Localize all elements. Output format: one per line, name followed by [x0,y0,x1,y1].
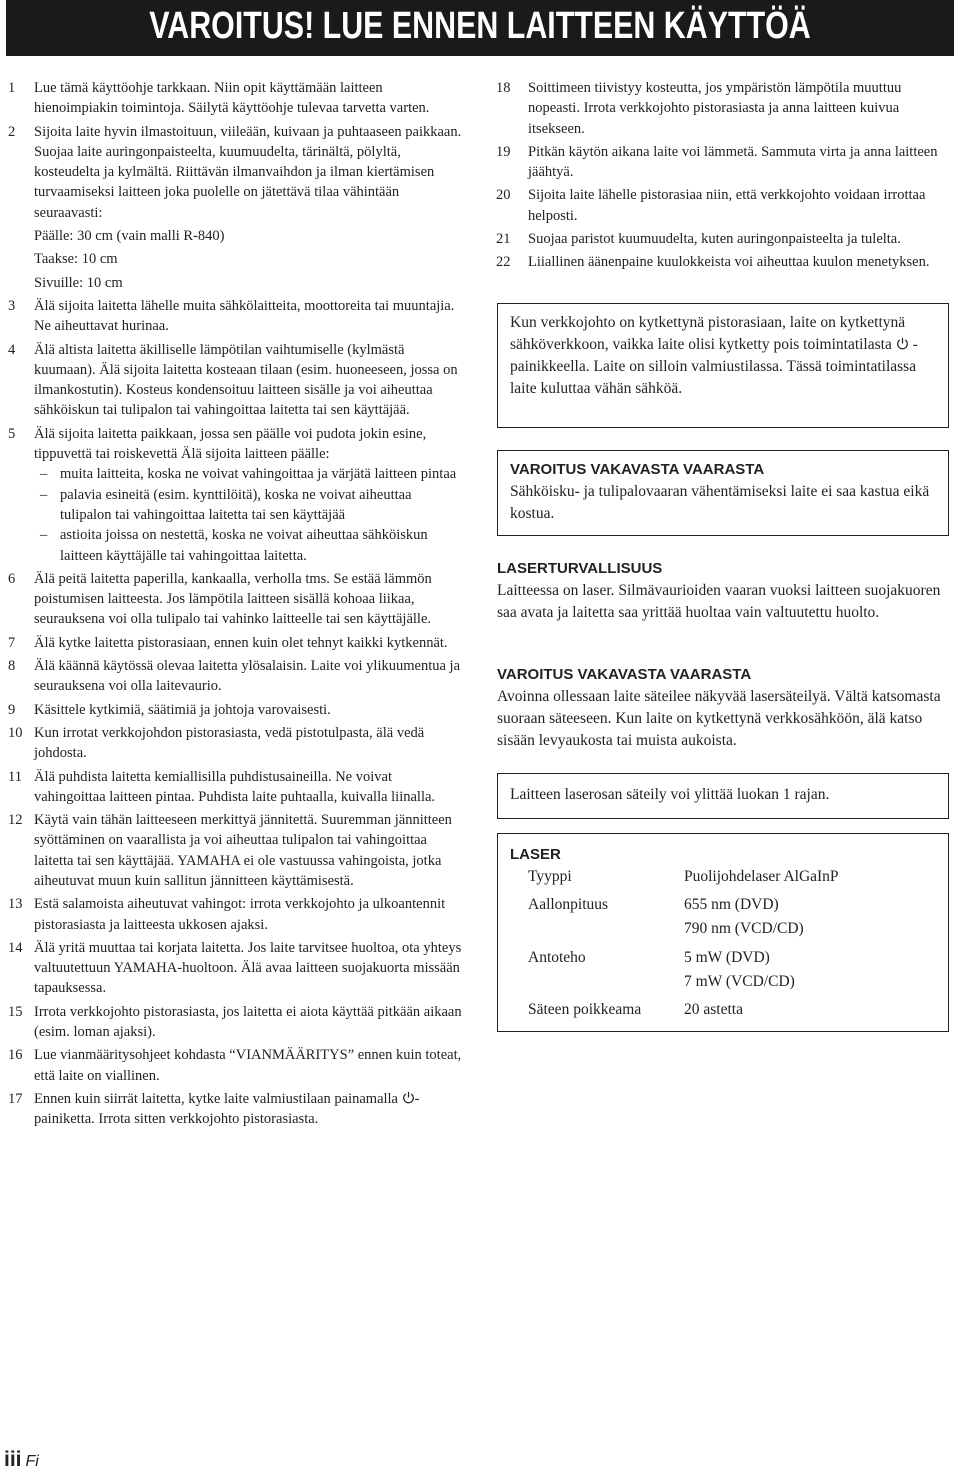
sub-item-text: muita laitteita, koska ne voivat vahingoittaa ja värjätä laitteen pintaa [60,466,457,483]
power-standby-icon [402,1091,415,1104]
dash-bullet: – [40,486,48,503]
sub-item [34,525,466,566]
item-number: 6 [8,570,16,587]
list-item [496,142,954,183]
list-item [8,122,466,293]
list-item [8,1045,466,1086]
item-number: 15 [8,1003,23,1020]
item-text: Älä peitä laitetta paperilla, kankaalla, verholla tms. Se estää lämmön poistumisen laitteesta. Jos lämpötila laitteen sisällä kohoaa liikaa, seurauksena voi olla tulipalo tai vahinko laitteelle tai sen käyttäjälle. [34,570,432,628]
spec-value: 655 nm (DVD) [684,896,779,913]
item-text: Sijoita laite hyvin ilmastoituun, viileään, kuivaan ja puhtaaseen paikkaan. Suojaa laite auringonpaisteelta, kuumuudelta, tärinältä, pölyltä, kosteudelta ja kylmältä. Riittävän ilmanvaihdon ja ilman kiertämisen turvaamiseksi laitteen joka puolelle on jätettävä tilaa vähintään seuraavasti: [34,123,462,221]
standby-notice-box [497,303,949,428]
spec-value: 20 astetta [684,1001,743,1018]
item-text: Lue vianmääritysohjeet kohdasta “VIANMÄÄRITYS” ennen kuin toteat, että laite on viallinen. [34,1047,462,1084]
item-number: 8 [8,658,16,675]
sub-item-text: palavia esineitä (esim. kynttilöitä), koska ne voivat aiheuttaa tulipalon tai vahingoittaa laitetta tai sen käyttäjää [60,486,412,523]
clearance-back: Taakse: 10 cm [34,251,118,268]
item-number: 1 [8,80,16,96]
item-text: Soittimeen tiivistyy kosteutta, jos ympäristön lämpötila muuttuu nopeasti. Irrota verkkojohto pistorasiasta ja anna laitteen kuivua itsekseen. [528,80,902,137]
item-number: 12 [8,812,23,829]
list-item [496,185,954,226]
right-column [496,78,954,276]
list-item [8,569,466,630]
item-number: 11 [8,768,22,785]
item-text: Älä puhdista laitetta kemiallisilla puhdistusaineilla. Ne voivat vahingoittaa laitteen pintaa. Puhdista laite puhtaalla, kuivalla liinalla. [34,768,436,805]
list-item [8,810,466,891]
page-header [6,0,954,56]
item-number: 4 [8,341,16,358]
list-item [8,1089,466,1130]
item-text: Älä käännä käytössä olevaa laitetta ylösalaisin. Laite voi ylikuumentua ja seurauksena voi olla laitevaurio. [34,658,461,695]
language-code: Fi [25,1453,39,1470]
sub-item-text: astioita joissa on nestettä, koska ne voivat aiheuttaa sähköiskun laitteen käyttäjälle tai vahingoittaa laitetta. [60,527,428,564]
list-item [496,252,954,272]
item-text: Ennen kuin siirrät laitetta, kytke laite valmiustilaan painamalla [34,1090,398,1107]
laser-spec-heading: LASER [510,846,561,863]
list-item [8,340,466,421]
spec-label: Säteen poikkeama [528,1001,642,1018]
item-number: 18 [496,80,511,96]
item-text: Liiallinen äänenpaine kuulokkeista voi aiheuttaa kuulon menetyksen. [528,254,930,271]
item-number: 16 [8,1047,23,1064]
item-text: Älä sijoita laitetta lähelle muita sähkölaitteita, moottoreita tai muuntajia. Ne aiheuttavat hurinaa. [34,297,455,335]
sub-item [34,485,466,526]
item-number: 13 [8,896,23,913]
spec-value: 7 mW (VCD/CD) [684,973,795,990]
dash-bullet: – [40,466,48,483]
item-number: 17 [8,1090,23,1107]
dash-bullet: – [40,527,48,544]
spec-label: Antoteho [528,949,586,966]
sub-item [34,464,466,484]
list-item [8,296,466,337]
list-item [8,633,466,653]
list-item [8,78,466,119]
safety-list-right [496,78,954,273]
item-number: 9 [8,701,16,718]
page-number: iii [4,1448,22,1471]
laser-warning-section [497,664,957,752]
item-number: 21 [496,231,511,248]
laser-safety-heading: LASERTURVALLISUUS [497,560,663,577]
page-title: VAROITUS! LUE ENNEN LAITTEEN KÄYTTÖÄ [149,5,811,47]
spec-value: 5 mW (DVD) [684,949,770,966]
list-item [8,1002,466,1043]
item-number: 22 [496,254,511,271]
safety-list-left [8,78,466,1130]
laser-safety-text: Laitteessa on laser. Silmävaurioiden vaaran vuoksi laitteen suojakuoren saa avata ja laitetta saa yrittää huoltaa vain valtuutettu huolto. [497,582,941,621]
item-text: Irrota verkkojohto pistorasiasta, jos laitetta ei aiota käyttää pitkään aikaan (esim. loman ajaksi). [34,1003,462,1041]
laser-warning-heading: VAROITUS VAKAVASTA VAARASTA [497,666,752,683]
item-text: Käytä vain tähän laitteeseen merkittyä jännitettä. Suuremman jännitteen syöttäminen on vaarallista ja voi aiheuttaa tulipalon tai vahingoittaa laitetta tai sen käyttäjää. YAMAHA ei ole vastuussa vahingoista, jotka aiheutuvat muun kuin sallitun jännitteen käyttämisestä. [34,812,452,889]
item-text: Lue tämä käyttöohje tarkkaan. Niin opit käyttämään laitteen hienoimpiakin toimintoja. Säilytä käyttöohje tulevaa tarvetta varten. [34,80,430,117]
item-number: 7 [8,634,16,651]
list-item [8,723,466,764]
item-number: 10 [8,724,23,741]
item-number: 19 [496,143,511,160]
sub-list [34,464,466,565]
standby-text: Kun verkkojohto on kytkettynä pistorasiaan, laite on kytkettynä sähköverkkoon, vaikka laite olisi kytketty pois toimintatilasta [510,314,906,353]
laser-class-box [497,773,949,819]
spec-value: Puolijohdelaser AlGaInP [684,868,839,885]
laser-safety-section [497,558,957,624]
list-item [496,229,954,249]
item-text: Älä altista laitetta äkilliselle lämpötilan vaihtumiselle (kylmästä kuumaan). Älä sijoita laitetta kosteaan tilaan (esim. huoneeseen, jossa on ilmankostutin). Kosteus kondensoituu laitteen sisälle ja voi aiheuttaa sähköiskun tai tulipalon tai vahingoittaa laitetta tai sen käyttäjää. [34,341,458,419]
list-item [496,78,954,139]
item-number: 2 [8,123,16,140]
item-text: Pitkän käytön aikana laite voi lämmetä. Sammuta virta ja anna laitteen jäähtyä. [528,143,938,181]
list-item [8,700,466,720]
item-text: Suojaa paristot kuumuudelta, kuten auringonpaisteelta ja tulelta. [528,231,901,248]
laser-warning-text: Avoinna ollessaan laite säteilee näkyvää lasersäteilyä. Vältä katsomasta suoraan säteeseen. Kun laite on kytkettynä verkkosähköön, älä katso sisään levyaukosta tai muista aukoista. [497,688,941,749]
list-item [8,767,466,808]
item-text: Kun irrotat verkkojohdon pistorasiasta, vedä pistotulpasta, älä vedä johdosta. [34,724,425,762]
spec-label: Tyyppi [528,868,572,885]
item-number: 5 [8,425,16,442]
spec-value: 790 nm (VCD/CD) [684,920,804,937]
item-text: Estä salamoista aiheutuvat vahingot: irrota verkkojohto ja ulkoantennit pistorasiasta ja laitteesta ukkosen ajaksi. [34,896,446,933]
item-text: Älä yritä muuttaa tai korjata laitetta. Jos laite tarvitsee huoltoa, ota yhteys valtuutettuun YAMAHA-huoltoon. Älä avaa laitteen suojakuorta missään tapauksessa. [34,939,462,997]
laser-class-text: Laitteen laserosan säteily voi ylittää luokan 1 rajan. [510,786,830,803]
item-text: Älä sijoita laitetta paikkaan, jossa sen päälle voi pudota jokin esine, tippuvettä tai roiskevettä Älä sijoita laitteen päälle: [34,425,427,463]
page-footer [4,1448,39,1472]
list-item [8,656,466,697]
item-text: Käsittele kytkimiä, säätimiä ja johtoja varovaisesti. [34,701,331,718]
list-item [8,424,466,566]
item-text: Älä kytke laitetta pistorasiaan, ennen kuin olet tehnyt kaikki kytkennät. [34,634,448,651]
warning-text: Sähköisku- ja tulipalovaaran vähentämiseksi laite ei saa kastua eikä kostua. [510,483,930,522]
clearance-sides: Sivuille: 10 cm [34,274,123,291]
list-item [8,894,466,935]
item-text: Sijoita laite lähelle pistorasiaa niin, että verkkojohto voidaan irrottaa helposti. [528,187,926,224]
power-standby-icon [896,337,909,350]
item-number: 20 [496,187,511,204]
spec-label: Aallonpituus [528,896,609,913]
warning-heading: VAROITUS VAKAVASTA VAARASTA [510,461,765,478]
item-number: 14 [8,939,23,956]
left-column [8,78,466,1133]
list-item [8,938,466,999]
clearance-top: Päälle: 30 cm (vain malli R-840) [34,228,225,245]
shock-warning-box [497,450,949,536]
standby-text-continued: -painikkeella. Laite on silloin valmiustilassa. Tässä toimintatilassa laite kuluttaa vähän sähköä. [510,336,918,397]
item-text-continued: -painiketta. Irrota sitten verkkojohto pistorasiasta. [34,1090,420,1128]
item-number: 3 [8,297,16,314]
